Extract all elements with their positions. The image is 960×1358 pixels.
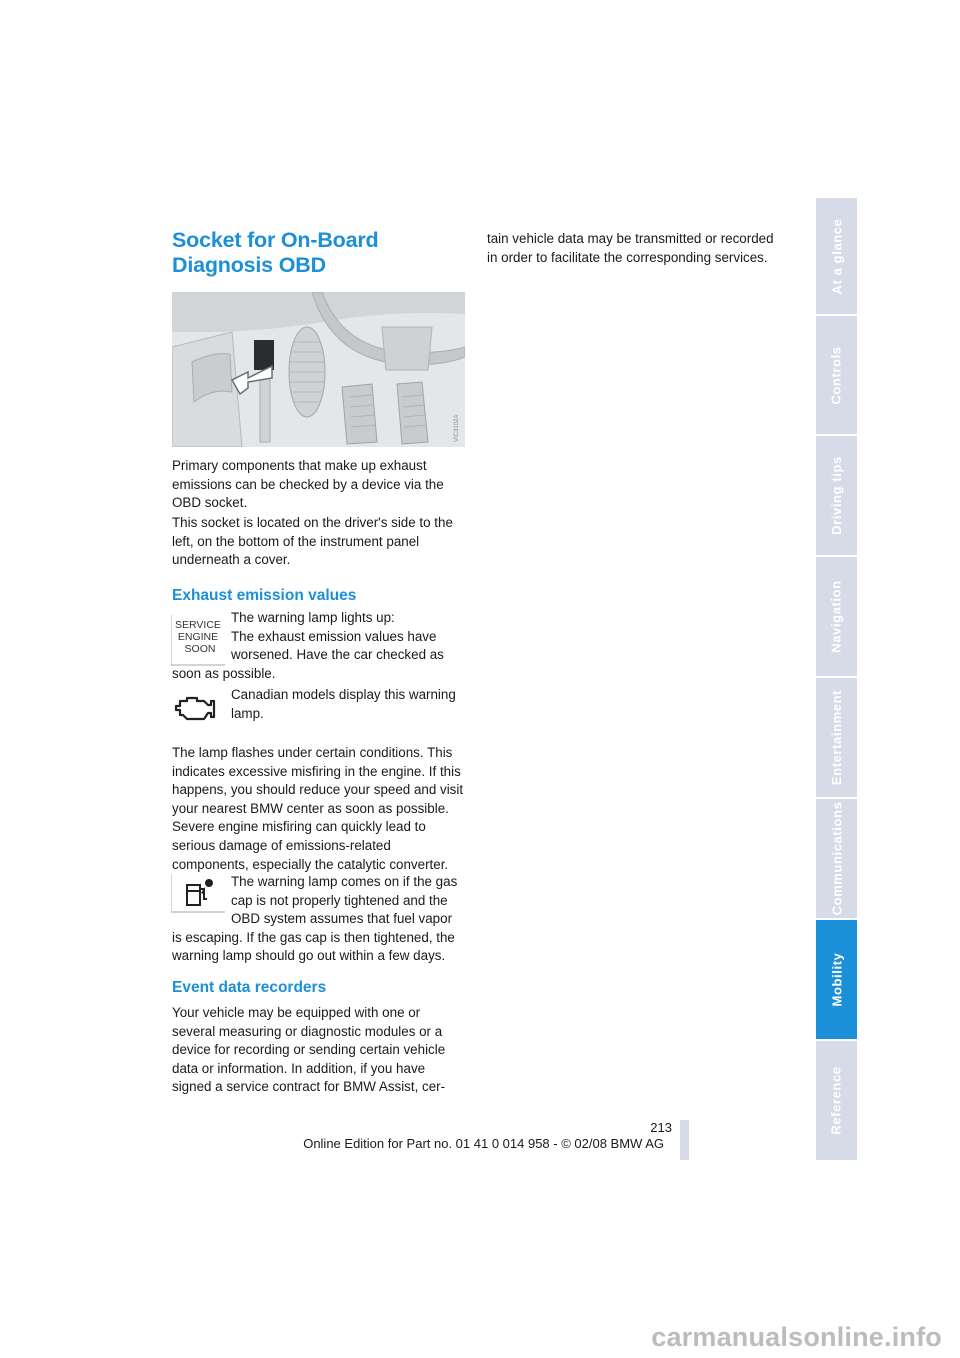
watermark-bar — [0, 1316, 960, 1358]
gas-cap-line-3: OBD system assumes that fuel vapor — [231, 911, 453, 927]
paragraph-intro: Primary components that make up exhaust emissions can be checked by a device via the OBD socket. — [172, 458, 444, 511]
tab-label: Navigation — [829, 580, 844, 653]
tab-label: Communications — [829, 801, 845, 916]
obd-socket-drawing — [172, 292, 465, 447]
tab-label: Driving tips — [829, 456, 844, 535]
warning-lamp-line-2: The exhaust emission values have — [231, 628, 437, 644]
service-engine-soon-icon — [171, 614, 225, 666]
tab-navigation[interactable] — [816, 557, 857, 676]
gas-cap-line-1: The warning lamp comes on if the gas — [231, 874, 458, 889]
section-title-exhaust: Exhaust emission values — [172, 587, 357, 604]
paragraph-location: This socket is located on the driver's side to the left, on the bottom of the instrument panel underneath a cover. — [172, 515, 453, 568]
paragraph-event-data-continued: tain vehicle data may be transmitted or recorded in order to facilitate the corresponding services. — [487, 231, 774, 265]
lamp-text-engine: ENGINE — [177, 631, 219, 643]
tab-driving-tips[interactable] — [816, 436, 857, 555]
obd-socket-illustration — [172, 292, 465, 447]
figure-code: VIC3102A — [454, 414, 460, 442]
edition-footer: Online Edition for Part no. 01 41 0 014 958 - © 02/08 BMW AG — [303, 1136, 664, 1151]
paragraph-event-data: Your vehicle may be equipped with one or several measuring or diagnostic modules or a device for recording or sending certain vehicle data or information. In addition, if you have signed a service contract for BMW Assist, cer- — [172, 1005, 446, 1095]
check-engine-icon — [171, 690, 225, 728]
lamp-text-soon: SOON — [184, 643, 216, 655]
page-title-line-2: Diagnosis OBD — [172, 253, 326, 277]
tab-label: Controls — [829, 345, 844, 405]
watermark-text: carmanualsonline.info — [651, 1322, 942, 1352]
tab-controls[interactable] — [816, 316, 857, 434]
tab-label: At a glance — [829, 218, 844, 294]
page-number: 213 — [650, 1120, 672, 1135]
lamp-text-service: SERVICE — [175, 619, 221, 631]
tab-entertainment[interactable] — [816, 678, 857, 797]
gas-cap-line-4: is escaping. If the gas cap is then tightened, the warning lamp should go out within a few days. — [172, 929, 455, 964]
tab-at-a-glance[interactable] — [816, 198, 857, 314]
gas-cap-icon — [171, 873, 225, 913]
warning-lamp-line-3: worsened. Have the car checked as — [231, 647, 444, 663]
tab-label: Entertainment — [829, 689, 845, 786]
tab-label: Mobility — [829, 952, 844, 1007]
paragraph-lamp-flashes: The lamp flashes under certain conditions. This indicates excessive misfiring in the engine. If this happens, you should reduce your speed and visit your nearest BMW center as soon as possible. Severe engine misfiring can quickly lead to serious damage of emissions-related components, especially the catalytic converter. — [172, 745, 464, 872]
tab-mobility[interactable] — [816, 920, 857, 1039]
page-title-line-1: Socket for On-Board — [172, 228, 379, 252]
tab-label: Reference — [829, 1066, 844, 1135]
page-edge-marker — [680, 1120, 689, 1160]
warning-lamp-line-4: soon as possible. — [172, 665, 276, 681]
gas-cap-line-2: cap is not properly tightened and the — [231, 892, 448, 908]
section-title-event-data: Event data recorders — [172, 979, 327, 996]
tab-reference[interactable] — [816, 1041, 857, 1160]
canadian-line-2: lamp. — [231, 705, 264, 721]
tab-communications[interactable] — [816, 799, 857, 918]
warning-lamp-line-1: The warning lamp lights up: — [231, 610, 395, 625]
page-title — [172, 228, 472, 278]
canadian-line-1: Canadian models display this warning — [231, 687, 456, 702]
